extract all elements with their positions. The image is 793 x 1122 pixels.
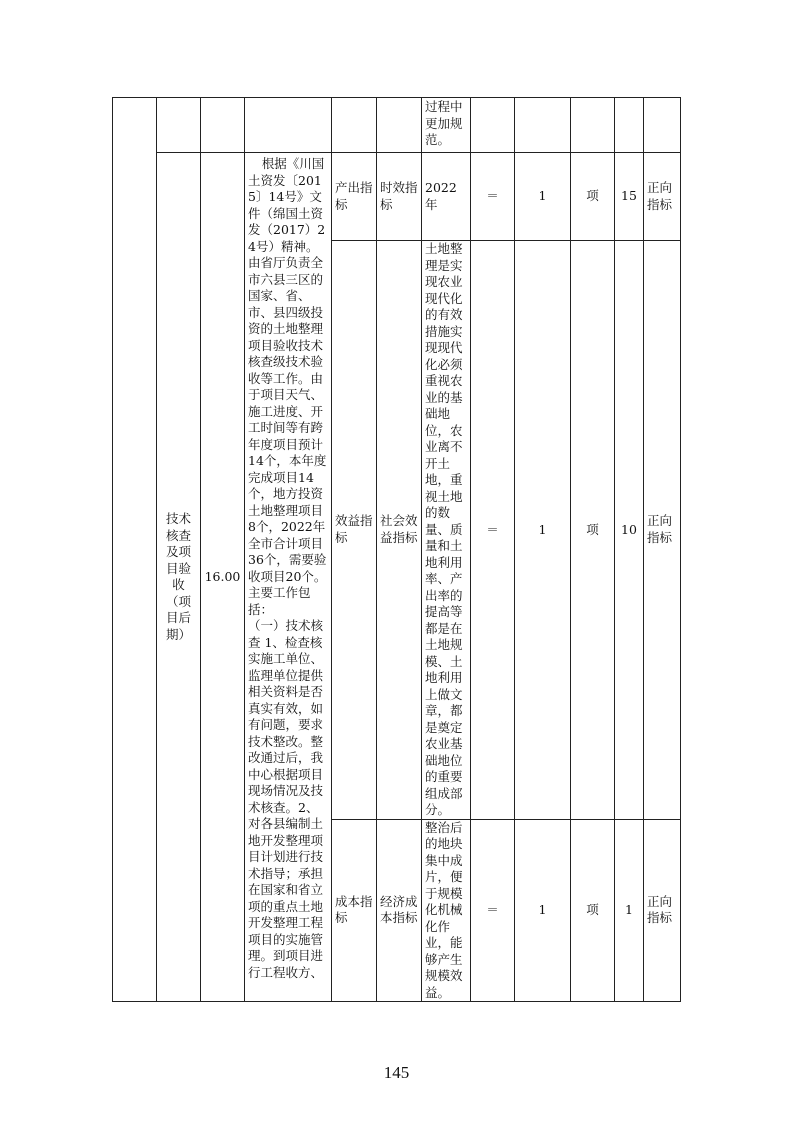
blank-cell bbox=[245, 98, 332, 153]
page-number: 145 bbox=[383, 1063, 410, 1082]
measure-cell: 土地整理是实现农业现代化的有效措施实现现代化必须重视农业的基础地位，农业离不开土地，重视土地的数量、质量和土地利用率、产出率的提高等都是在土地规模、土地利用上做文章，都是奠定农业基础地位的重要组成部分。 bbox=[422, 241, 471, 820]
blank-cell bbox=[201, 98, 245, 153]
project-content-cell: 根据《川国土资发〔2015〕14号》文件（绵国土资发（2017）24号）精神。由省厅负责全市六县三区的国家、省、市、县四级投资的土地整理项目验收技术核查级技术验收等工作。由于项目天气、施工进度、开工时间等有跨年度项目预计14个，本年度完成项目14个，地方投资土地整理项目8个，2022年全市合计项目36个，需要验收项目20个。主要工作包括： （一）技术核查 1、检查核实施工单位、监理单位提供相关资料是否真实有效，如有问题，要求技术整改。整改通过后，我中心根据项目现场情况及技术核查。2、对各县编制土地开发整理项目计划进行技术指导；承担在国家和省立项的重点土地开发整理工程项目的实施管理。到项目进行工程收方、 bbox=[245, 153, 332, 1002]
level1-indicator-cell: 成本指标 bbox=[332, 819, 377, 1002]
blank-cell bbox=[332, 98, 377, 153]
value-cell: 1 bbox=[515, 241, 571, 820]
weight-cell: 1 bbox=[615, 819, 644, 1002]
project-name-cell: 技术核查及项目验收（项目后期） bbox=[157, 153, 201, 1002]
weight-cell: 10 bbox=[615, 241, 644, 820]
level1-indicator-cell: 效益指标 bbox=[332, 241, 377, 820]
level2-indicator-cell: 时效指标 bbox=[377, 153, 422, 241]
operator-cell: ＝ bbox=[471, 241, 515, 820]
unit-cell: 项 bbox=[571, 153, 615, 241]
level1-indicator-cell: 产出指标 bbox=[332, 153, 377, 241]
value-cell: 1 bbox=[515, 819, 571, 1002]
performance-indicator-table bbox=[112, 97, 681, 1002]
blank-cell bbox=[377, 98, 422, 153]
measure-cell: 2022年 bbox=[422, 153, 471, 241]
direction-cell: 正向指标 bbox=[644, 241, 681, 820]
unit-cell: 项 bbox=[571, 819, 615, 1002]
blank-cell bbox=[571, 98, 615, 153]
blank-cell bbox=[515, 98, 571, 153]
blank-cell bbox=[644, 98, 681, 153]
unit-cell: 项 bbox=[571, 241, 615, 820]
value-cell: 1 bbox=[515, 153, 571, 241]
measure-cell-continued: 过程中更加规范。 bbox=[422, 98, 471, 153]
level2-indicator-cell: 社会效益指标 bbox=[377, 241, 422, 820]
project-budget-cell: 16.00 bbox=[201, 153, 245, 1002]
weight-cell: 15 bbox=[615, 153, 644, 241]
blank-cell bbox=[615, 98, 644, 153]
operator-cell: ＝ bbox=[471, 819, 515, 1002]
continuation-row bbox=[113, 98, 681, 153]
indicator-row bbox=[113, 153, 681, 241]
operator-cell: ＝ bbox=[471, 153, 515, 241]
measure-cell: 整治后的地块集中成片，便于规模化机械化作业，能够产生规模效益。 bbox=[422, 819, 471, 1002]
level2-indicator-cell: 经济成本指标 bbox=[377, 819, 422, 1002]
blank-cell bbox=[157, 98, 201, 153]
blank-cell bbox=[471, 98, 515, 153]
direction-cell: 正向指标 bbox=[644, 819, 681, 1002]
direction-cell: 正向指标 bbox=[644, 153, 681, 241]
blank-first-column-cell bbox=[113, 98, 157, 1002]
